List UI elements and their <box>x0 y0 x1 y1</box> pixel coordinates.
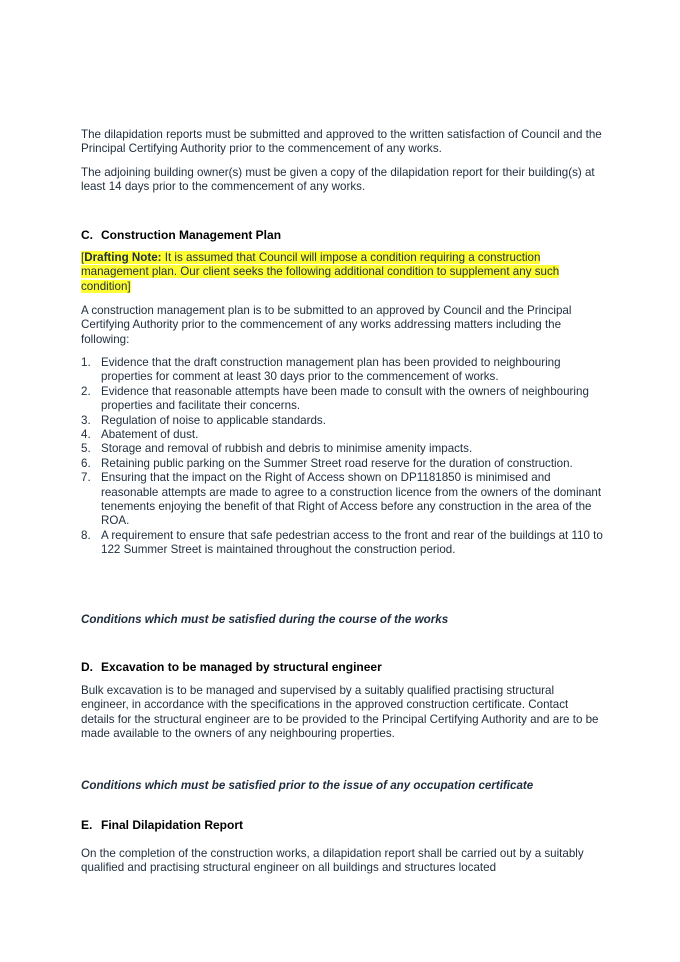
drafting-note-label: Drafting Note: <box>84 251 162 264</box>
list-item <box>81 428 603 442</box>
section-e-label: E. <box>81 818 93 832</box>
list-item-text: Evidence that the draft construction management plan has been provided to neighbouring properties for comment at least 30 days prior to the commencement of works. <box>101 356 561 384</box>
conditions-during-works-heading: Conditions which must be satisfied during the course of the works <box>81 613 449 626</box>
list-item-number: 1. <box>81 356 91 369</box>
section-d-body: Bulk excavation is to be managed and supervised by a suitably qualified practising structural engineer, in accordance with the specifications in the approved construction certificate. Contact details for the structural engineer are to be provided to the Principal Certifying Authority and are to be made available to the owners of any neighbouring properties. <box>81 684 599 741</box>
list-item-text: A requirement to ensure that safe pedestrian access to the front and rear of the buildings at 110 to 122 Summer Street is maintained throughout the construction period. <box>101 528 603 557</box>
section-c-intro: A construction management plan is to be submitted to an approved by Council and the Principal Certifying Authority prior to the commencement of any works addressing matters including the following: <box>81 304 572 346</box>
section-e-title: Final Dilapidation Report <box>101 818 244 832</box>
list-item-text: Retaining public parking on the Summer Street road reserve for the duration of construction. <box>101 456 573 470</box>
section-c-title: Construction Management Plan <box>101 228 282 242</box>
section-d-title: Excavation to be managed by structural engineer <box>101 660 382 674</box>
list-item-text: Evidence that reasonable attempts have been made to consult with the owners of neighbouring properties and facilitate their concerns. <box>101 384 589 413</box>
cmp-requirements-list <box>81 356 603 558</box>
list-item-text: Storage and removal of rubbish and debris to minimise amenity impacts. <box>101 442 473 456</box>
list-item-text: Regulation of noise to applicable standards. <box>101 413 326 427</box>
section-e-body: On the completion of the construction works, a dilapidation report shall be carried out by a suitably qualified and practising structural engineer on all buildings and structures located <box>81 847 584 875</box>
list-item <box>81 457 603 471</box>
section-d-heading <box>81 660 603 674</box>
drafting-note-highlight <box>81 251 559 293</box>
list-item <box>81 385 603 414</box>
drafting-note <box>81 251 603 294</box>
list-item-number: 3. <box>81 413 91 427</box>
list-item-number: 6. <box>81 456 91 470</box>
list-item-number: 5. <box>81 442 91 456</box>
section-c-label: C. <box>81 228 93 242</box>
list-item-number: 7. <box>81 471 91 485</box>
section-e-heading <box>81 818 603 832</box>
list-item-number: 2. <box>81 384 91 398</box>
list-item <box>81 471 603 529</box>
drafting-note-open-bracket: [ <box>81 251 85 264</box>
list-item-number: 4. <box>81 428 91 442</box>
paragraph-dilapidation-submit: The dilapidation reports must be submitted and approved to the written satisfaction of Council and the Principal Certifying Authority prior to the commencement of any works. <box>81 128 602 156</box>
list-item-text: Abatement of dust. <box>101 428 199 442</box>
list-item <box>81 442 603 456</box>
list-item-text: Ensuring that the impact on the Right of Access shown on DP1181850 is minimised and reasonable attempts are made to agree to a construction licence from the owners of the dominant tenements enjoying the benefit of that Right of Access before any construction in the area of the ROA. <box>101 471 602 528</box>
paragraph-adjoining-owner: The adjoining building owner(s) must be given a copy of the dilapidation report for their building(s) at least 14 days prior to the commencement of any works. <box>81 166 595 194</box>
list-item-number: 8. <box>81 528 91 542</box>
list-item <box>81 529 603 558</box>
section-d-label: D. <box>81 660 93 674</box>
section-c-heading <box>81 228 603 242</box>
list-item <box>81 414 603 428</box>
drafting-note-text: It is assumed that Council will impose a condition requiring a construction management plan. Our client seeks the following additional condition to supplement any such condition] <box>81 251 560 293</box>
list-item <box>81 356 603 385</box>
conditions-prior-occupation-heading: Conditions which must be satisfied prior to the issue of any occupation certificate <box>81 779 534 792</box>
